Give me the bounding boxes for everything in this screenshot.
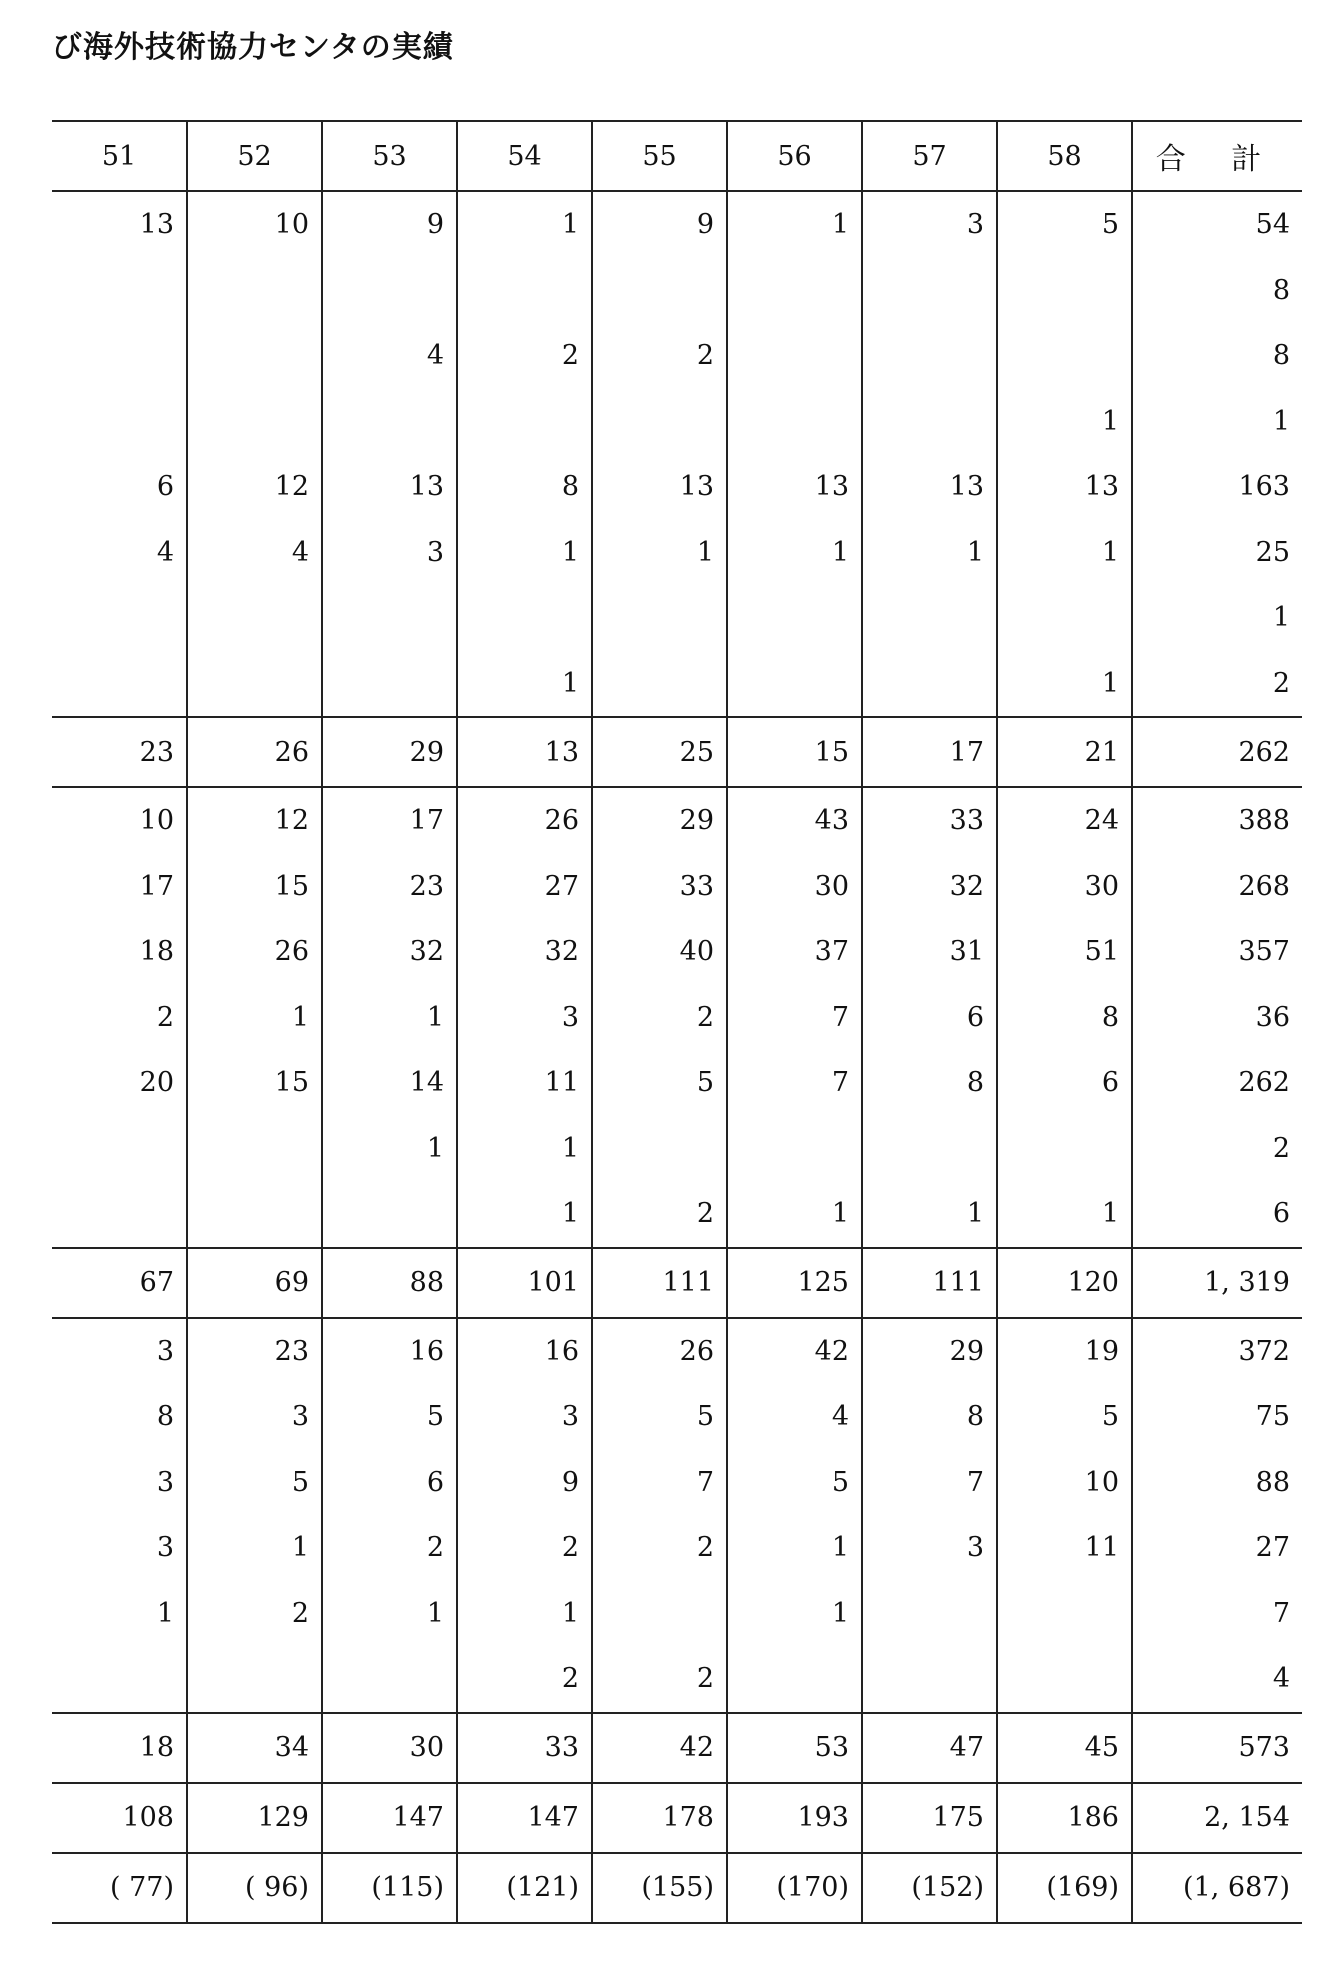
table-cell: 10 [997,1450,1132,1516]
table-cell [457,258,592,324]
table-cell [52,1181,187,1248]
total-cell: 7 [1132,1581,1302,1647]
table-cell: 26 [457,787,592,854]
table-cell: 6 [156,471,174,503]
subtotal-row [52,1783,1302,1853]
table-row [52,323,1302,389]
total-cell: 88 [1132,1450,1302,1516]
header-cell: 58 [997,121,1132,191]
table-cell: (169) [997,1853,1132,1923]
table-cell [727,585,862,651]
table-row [52,1384,1302,1450]
table-cell: 23 [187,1318,322,1385]
table-cell: 53 [727,1713,862,1783]
table-cell [187,389,322,455]
table-cell: 9 [457,1450,592,1516]
table-cell: 5 [727,1450,862,1516]
table-cell [862,258,997,324]
table-cell [592,389,727,455]
subtotal-row [52,1248,1302,1318]
table-cell: 16 [457,1318,592,1385]
table-cell: 18 [52,1713,187,1783]
table-cell: 17 [862,717,997,787]
table-cell [997,1116,1132,1182]
table-cell: 6 [997,1050,1132,1116]
table-cell: 1 [592,520,727,586]
table-cell: 5 [997,191,1132,258]
table-cell [322,389,457,455]
table-cell: 40 [592,919,727,985]
table-cell [862,1581,997,1647]
table-cell: 1 [727,191,862,258]
table-cell: 2 [187,1581,322,1647]
table-cell: 1 [457,1181,592,1248]
table-cell: 1 [457,651,592,718]
total-cell: 1, 319 [1132,1248,1302,1318]
table-row [52,651,1302,718]
table-cell: 3 [862,1515,997,1581]
table-cell [862,389,997,455]
table-cell [592,1116,727,1182]
table-cell: 47 [862,1713,997,1783]
total-cell: 357 [1132,919,1302,985]
table-cell: 13 [997,454,1132,520]
table-cell: 108 [52,1783,187,1853]
total-cell: 8 [1132,258,1302,324]
table-cell: 8 [862,1050,997,1116]
table-cell: 5 [592,1050,727,1116]
table-row [52,258,1302,324]
table-cell [997,323,1132,389]
table-cell [862,651,997,718]
table-row [52,919,1302,985]
table-cell [322,585,457,651]
total-cell: 2, 154 [1132,1783,1302,1853]
total-cell: 8 [1132,323,1302,389]
table-cell [592,258,727,324]
table-cell: 3 [156,1532,174,1564]
table-cell [52,651,187,718]
subtotal-row [52,1853,1302,1923]
table-cell: 7 [862,1450,997,1516]
total-cell: 75 [1132,1384,1302,1450]
table-cell: 4 [156,536,174,568]
table-cell: 1 [727,1581,862,1647]
results-table [52,120,1302,1924]
header-cell: 55 [592,121,727,191]
table-cell: 12 [187,454,322,520]
table-cell: 147 [457,1783,592,1853]
table-cell: 1 [322,1116,457,1182]
total-cell: 1 [1132,389,1302,455]
table-cell: 1 [187,985,322,1051]
table-cell: 129 [187,1783,322,1853]
table-cell: 6 [322,1450,457,1516]
table-cell: 30 [322,1713,457,1783]
table-cell: 2 [156,1001,174,1033]
table-cell: 8 [156,1401,174,1433]
table-cell: 10 [187,191,322,258]
table-cell: 42 [592,1713,727,1783]
table-cell: 1 [156,1597,174,1629]
total-cell: 163 [1132,454,1302,520]
table-cell [727,651,862,718]
table-cell: 3 [156,1466,174,1498]
table-row [52,1050,1302,1116]
table-cell: 19 [997,1318,1132,1385]
table-cell: 2 [592,1515,727,1581]
table-cell: 178 [592,1783,727,1853]
header-row [52,121,1302,191]
table-cell: 147 [322,1783,457,1853]
table-cell: 13 [727,454,862,520]
table-cell: 13 [592,454,727,520]
table-row [52,854,1302,920]
table-cell: 12 [187,787,322,854]
table-cell: 45 [997,1713,1132,1783]
table-cell [187,258,322,324]
table-cell: 5 [592,1384,727,1450]
table-cell [727,389,862,455]
total-cell: 4 [1132,1646,1302,1713]
table-cell: 1 [187,1515,322,1581]
table-cell: 15 [187,1050,322,1116]
table-cell: 26 [187,919,322,985]
header-cell: 53 [322,121,457,191]
table-cell: 17 [139,870,174,902]
table-cell: 30 [727,854,862,920]
table-cell: 42 [727,1318,862,1385]
table-cell: 69 [187,1248,322,1318]
table-cell [997,1581,1132,1647]
table-cell: 24 [997,787,1132,854]
subtotal-row [52,1713,1302,1783]
table-cell: 125 [727,1248,862,1318]
table-cell [997,1646,1132,1713]
table-cell [322,258,457,324]
table-cell: 33 [592,854,727,920]
table-cell: 111 [592,1248,727,1318]
header-cell: 54 [457,121,592,191]
header-cell-total: 合 計 [1132,121,1302,191]
header-cell: 56 [727,121,862,191]
table-cell: 33 [862,787,997,854]
subtotal-row [52,717,1302,787]
table-cell: 3 [457,985,592,1051]
table-cell [862,1116,997,1182]
table-cell: 14 [322,1050,457,1116]
total-cell: 54 [1132,191,1302,258]
table-cell: 20 [139,1067,174,1099]
total-cell: 6 [1132,1181,1302,1248]
results-table-container [52,120,1302,1924]
table-cell: 37 [727,919,862,985]
table-cell: 5 [997,1384,1132,1450]
table-cell: 13 [862,454,997,520]
table-cell: 9 [592,191,727,258]
table-cell: 7 [592,1450,727,1516]
table-cell [592,585,727,651]
total-cell: 27 [1132,1515,1302,1581]
table-cell [52,323,187,389]
table-cell [52,1646,187,1713]
table-row [52,1581,1302,1647]
header-cell: 57 [862,121,997,191]
table-cell: 15 [727,717,862,787]
table-cell: 32 [457,919,592,985]
table-cell: 1 [457,1581,592,1647]
table-cell: 4 [187,520,322,586]
total-cell: (1, 687) [1132,1853,1302,1923]
table-cell [862,585,997,651]
table-cell [52,585,187,651]
table-cell: 26 [592,1318,727,1385]
table-cell: 32 [322,919,457,985]
table-cell: 30 [997,854,1132,920]
table-cell: 1 [457,1116,592,1182]
table-cell [727,1646,862,1713]
total-cell: 262 [1132,1050,1302,1116]
table-cell: 6 [862,985,997,1051]
table-cell: 32 [862,854,997,920]
table-cell: 7 [727,985,862,1051]
table-cell [727,323,862,389]
table-cell [187,651,322,718]
table-cell: 120 [997,1248,1132,1318]
table-cell: 2 [457,323,592,389]
page-title: び海外技術協力センタの実績 [52,30,454,65]
table-cell: 27 [457,854,592,920]
table-cell: 67 [52,1248,187,1318]
table-cell: 2 [322,1515,457,1581]
table-cell: 2 [457,1646,592,1713]
table-row [52,1646,1302,1713]
table-cell: 15 [187,854,322,920]
table-cell: 2 [592,1181,727,1248]
table-cell: 1 [727,1181,862,1248]
table-cell: 23 [322,854,457,920]
table-row [52,454,1302,520]
table-row [52,1318,1302,1385]
table-cell [592,651,727,718]
table-cell [187,1116,322,1182]
table-cell: 5 [187,1450,322,1516]
table-cell: 1 [322,985,457,1051]
table-cell: 1 [997,1181,1132,1248]
table-cell: 43 [727,787,862,854]
table-cell [187,585,322,651]
table-cell: ( 77) [52,1853,187,1923]
table-cell: 11 [997,1515,1132,1581]
table-cell: 29 [322,717,457,787]
table-cell: 2 [592,985,727,1051]
table-row [52,1515,1302,1581]
table-cell: 1 [997,520,1132,586]
table-cell: 1 [862,520,997,586]
table-row [52,1181,1302,1248]
total-cell: 25 [1132,520,1302,586]
table-cell: 1 [322,1581,457,1647]
table-cell: 23 [52,717,187,787]
table-cell: 3 [457,1384,592,1450]
table-cell: 8 [457,454,592,520]
table-cell: 7 [727,1050,862,1116]
table-cell [997,258,1132,324]
table-cell: ( 96) [187,1853,322,1923]
table-cell [52,389,187,455]
table-cell: 175 [862,1783,997,1853]
table-cell: 26 [187,717,322,787]
table-cell: 29 [592,787,727,854]
total-cell: 268 [1132,854,1302,920]
table-cell: 101 [457,1248,592,1318]
table-cell: 33 [457,1713,592,1783]
table-cell: (170) [727,1853,862,1923]
table-cell: (152) [862,1853,997,1923]
table-cell: 51 [997,919,1132,985]
table-cell [862,323,997,389]
total-cell: 372 [1132,1318,1302,1385]
table-cell: 1 [862,1181,997,1248]
table-cell: 3 [322,520,457,586]
table-cell: 5 [322,1384,457,1450]
table-cell: 13 [457,717,592,787]
table-cell: 1 [997,651,1132,718]
table-row [52,787,1302,854]
table-row [52,520,1302,586]
table-cell [52,258,187,324]
table-cell [457,389,592,455]
table-cell [187,1646,322,1713]
table-row [52,1116,1302,1182]
table-cell: 111 [862,1248,997,1318]
total-cell: 2 [1132,651,1302,718]
table-cell: 4 [727,1384,862,1450]
table-cell [187,323,322,389]
total-cell: 36 [1132,985,1302,1051]
table-cell [457,585,592,651]
table-cell [322,1181,457,1248]
table-cell: 1 [997,389,1132,455]
table-cell: 88 [322,1248,457,1318]
table-cell: 1 [457,191,592,258]
table-row [52,585,1302,651]
table-cell [997,585,1132,651]
table-cell: 1 [457,520,592,586]
table-row [52,191,1302,258]
table-cell: 4 [322,323,457,389]
table-row [52,1450,1302,1516]
table-cell: 2 [592,323,727,389]
table-cell: (121) [457,1853,592,1923]
table-cell: 21 [997,717,1132,787]
table-cell: 34 [187,1713,322,1783]
table-cell: 3 [862,191,997,258]
header-cell: 52 [187,121,322,191]
table-cell [862,1646,997,1713]
table-cell: 1 [727,520,862,586]
table-cell: 16 [322,1318,457,1385]
table-cell: 29 [862,1318,997,1385]
table-cell: 18 [139,936,174,968]
table-cell: 11 [457,1050,592,1116]
table-cell: 1 [727,1515,862,1581]
table-cell: 186 [997,1783,1132,1853]
table-cell: 3 [187,1384,322,1450]
table-cell: (115) [322,1853,457,1923]
table-cell: 9 [322,191,457,258]
table-cell: 2 [457,1515,592,1581]
table-cell: 13 [139,209,174,241]
header-cell: 51 [52,121,187,191]
table-cell: (155) [592,1853,727,1923]
table-cell [727,1116,862,1182]
table-cell: 8 [997,985,1132,1051]
table-cell: 31 [862,919,997,985]
table-cell: 2 [592,1646,727,1713]
table-cell: 8 [862,1384,997,1450]
table-cell [322,651,457,718]
total-cell: 388 [1132,787,1302,854]
table-cell [592,1581,727,1647]
table-cell: 3 [156,1335,174,1367]
table-cell [727,258,862,324]
table-cell [322,1646,457,1713]
total-cell: 573 [1132,1713,1302,1783]
total-cell: 2 [1132,1116,1302,1182]
table-body [52,191,1302,1923]
table-cell [187,1181,322,1248]
table-cell: 10 [139,805,174,837]
table-cell: 17 [322,787,457,854]
table-row [52,985,1302,1051]
table-cell: 13 [322,454,457,520]
table-cell: 25 [592,717,727,787]
table-row [52,389,1302,455]
table-cell [52,1116,187,1182]
table-cell: 193 [727,1783,862,1853]
total-cell: 1 [1132,585,1302,651]
total-cell: 262 [1132,717,1302,787]
